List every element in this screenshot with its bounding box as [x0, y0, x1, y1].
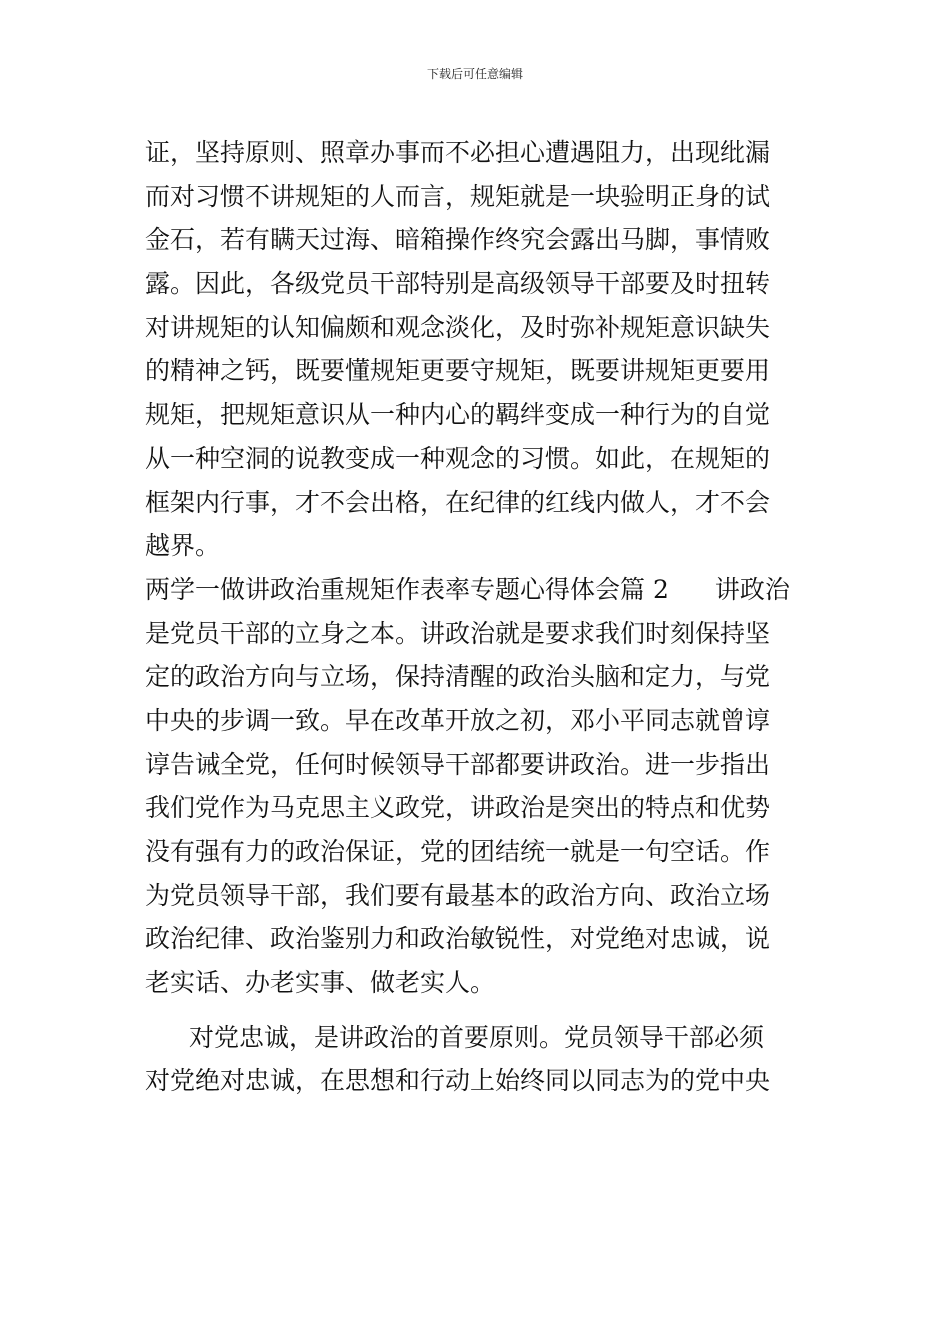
text-line: 越界。 [145, 531, 221, 561]
text-line: 的精神之钙，既要懂规矩更要守规矩，既要讲规矩更要用 [145, 356, 771, 386]
section-title: 两学一做讲政治重规矩作表率专题心得体会篇 2 [145, 574, 669, 604]
text-line: 从一种空洞的说教变成一种观念的习惯。如此，在规矩的 [145, 443, 771, 473]
text-line: 谆告诫全党，任何时候领导干部都要讲政治。进一步指出 [145, 749, 771, 779]
document-body [145, 131, 815, 1103]
text-line: 露。因此，各级党员干部特别是高级领导干部要及时扭转 [145, 269, 771, 299]
text-line: 为党员领导干部，我们要有最基本的政治方向、政治立场 [145, 880, 771, 910]
text-line: 定的政治方向与立场，保持清醒的政治头脑和定力，与党 [145, 662, 771, 692]
text-line: 而对习惯不讲规矩的人而言，规矩就是一块验明正身的试 [145, 181, 771, 211]
text-line: 规矩，把规矩意识从一种内心的羁绊变成一种行为的自觉 [145, 400, 771, 430]
text-line: 没有强有力的政治保证，党的团结统一就是一句空话。作 [145, 837, 771, 866]
paragraph-2 [145, 568, 815, 1005]
paragraph-3 [145, 1016, 815, 1103]
text-line: 政治纪律、政治鉴别力和政治敏锐性，对党绝对忠诚，说 [145, 924, 771, 954]
paragraph-gap [145, 1005, 815, 1016]
text-line: 我们党作为马克思主义政党，讲政治是突出的特点和优势 [145, 793, 771, 823]
text-line: 证，坚持原则、照章办事而不必担心遭遇阻力，出现纰漏 [145, 138, 771, 167]
page-header: 下载后可任意编辑 [426, 67, 523, 81]
paragraph-start: 讲政治 [714, 574, 790, 604]
text-line: 中央的步调一致。早在改革开放之初，邓小平同志就曾谆 [145, 705, 771, 735]
text-line: 对党绝对忠诚，在思想和行动上始终同以同志为的党中央 [145, 1066, 771, 1096]
text-line: 是党员干部的立身之本。讲政治就是要求我们时刻保持坚 [145, 618, 771, 648]
text-line: 老实话、办老实事、做老实人。 [145, 968, 496, 998]
text-line: 对讲规矩的认知偏颇和观念淡化，及时弥补规矩意识缺失 [145, 312, 771, 342]
text-line: 金石，若有瞒天过海、暗箱操作终究会露出马脚，事情败 [145, 225, 771, 255]
text-line: 对党忠诚，是讲政治的首要原则。党员领导干部必须 [189, 1022, 765, 1052]
paragraph-1 [145, 131, 815, 568]
text-line: 框架内行事，才不会出格，在纪律的红线内做人，才不会 [145, 487, 771, 517]
section-heading-line [145, 568, 815, 612]
